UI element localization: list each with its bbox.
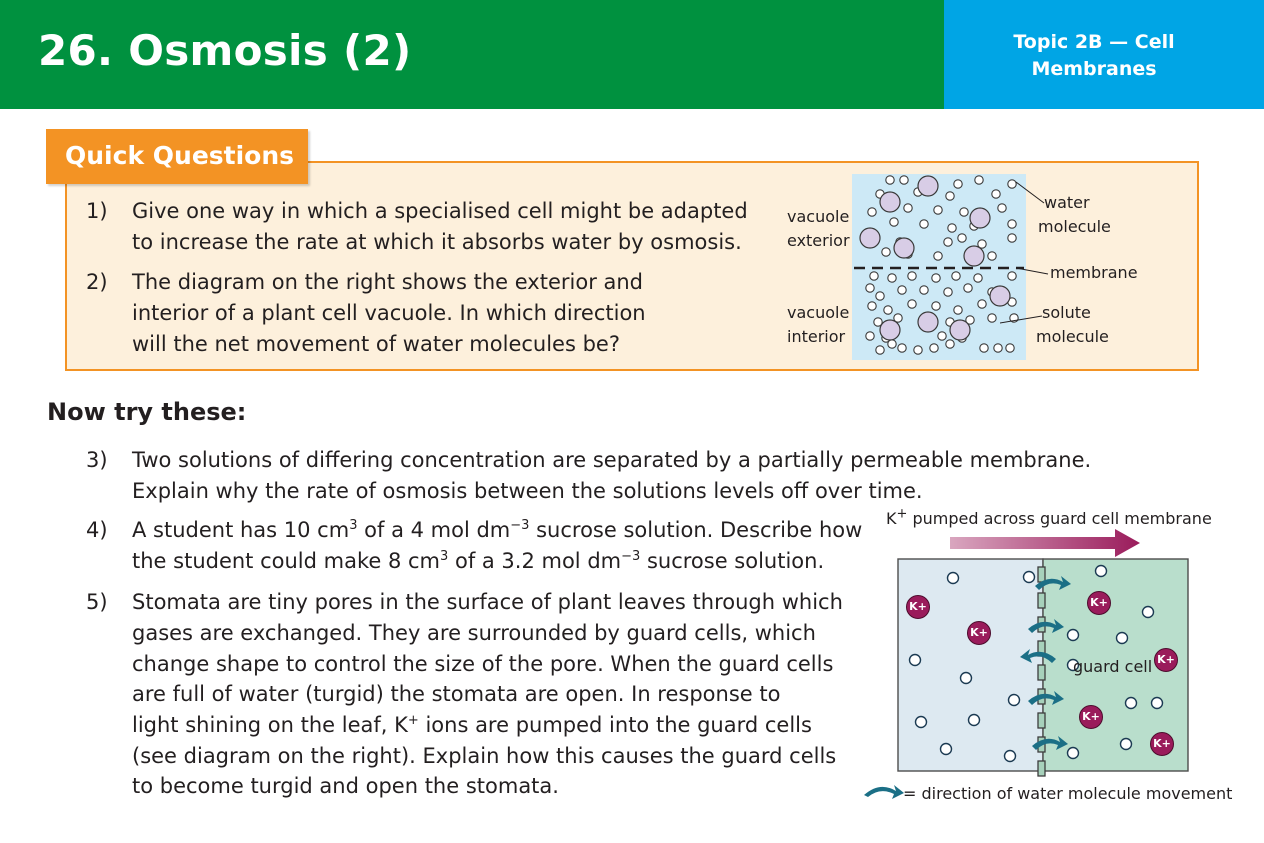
- water-molecule: [1068, 748, 1079, 759]
- q1-number: 1): [86, 199, 108, 223]
- water-molecule: [944, 288, 952, 296]
- k-ion: K+: [906, 595, 930, 619]
- label-vacuole-interior: vacuole interior: [787, 303, 850, 346]
- water-molecule: [944, 238, 952, 246]
- water-molecule: [1068, 630, 1079, 641]
- q1-line-1: Give one way in which a specialised cell might be adapted: [132, 199, 748, 223]
- label-water-molecule: water molecule: [1038, 193, 1111, 236]
- water-molecule: [941, 744, 952, 755]
- water-molecule: [994, 344, 1002, 352]
- q3-number: 3): [86, 448, 108, 472]
- water-molecule: [932, 302, 940, 310]
- k-ion: K+: [1087, 591, 1111, 615]
- now-try-heading: Now try these:: [47, 398, 247, 426]
- q5-line-3: change shape to control the size of the pore. When the guard cells: [132, 652, 834, 676]
- q3-line-2: Explain why the rate of osmosis between the solutions levels off over time.: [132, 479, 923, 503]
- water-molecule: [974, 274, 982, 282]
- water-molecule: [988, 314, 996, 322]
- water-molecule: [916, 717, 927, 728]
- water-molecule: [1024, 572, 1035, 583]
- q5-line-7: to become turgid and open the stomata.: [132, 774, 559, 798]
- solute-molecule: [880, 320, 900, 340]
- solute-molecule: [950, 320, 970, 340]
- water-molecule: [920, 220, 928, 228]
- water-molecule: [934, 206, 942, 214]
- k-ion: K+: [1150, 732, 1174, 756]
- water-molecule: [888, 274, 896, 282]
- membrane-segment: [1038, 567, 1045, 582]
- solute-molecule: [894, 238, 914, 258]
- water-molecule: [932, 274, 940, 282]
- water-molecule: [964, 284, 972, 292]
- water-molecule: [920, 286, 928, 294]
- water-molecule: [975, 176, 983, 184]
- water-molecule: [908, 272, 916, 280]
- label-guard-cell: guard cell: [1073, 657, 1153, 676]
- water-molecule: [992, 190, 1000, 198]
- water-molecule: [1126, 698, 1137, 709]
- q5-number: 5): [86, 590, 108, 614]
- water-molecule: [1121, 739, 1132, 750]
- water-molecule: [988, 252, 996, 260]
- q5-line-6: (see diagram on the right). Explain how this causes the guard cells: [132, 744, 837, 768]
- water-molecule: [958, 234, 966, 242]
- water-molecule: [948, 224, 956, 232]
- water-molecule: [886, 176, 894, 184]
- water-molecule: [954, 306, 962, 314]
- membrane-segment: [1038, 761, 1045, 776]
- water-molecule: [904, 204, 912, 212]
- water-molecule: [969, 715, 980, 726]
- q5-line-1: Stomata are tiny pores in the surface of plant leaves through which: [132, 590, 843, 614]
- water-molecule: [934, 252, 942, 260]
- topic-line-2: Membranes: [1031, 58, 1157, 80]
- water-molecule: [1005, 751, 1016, 762]
- water-molecule: [948, 573, 959, 584]
- q5-line-5: light shining on the leaf, K+ ions are pumped into the guard cells: [132, 713, 812, 737]
- water-molecule: [1096, 566, 1107, 577]
- q4-number: 4): [86, 518, 108, 542]
- q2-number: 2): [86, 270, 108, 294]
- label-vacuole-exterior: vacuole exterior: [787, 207, 850, 250]
- water-molecule: [876, 292, 884, 300]
- pump-arrow: [950, 529, 1140, 557]
- k-ion: K+: [1079, 705, 1103, 729]
- water-molecule: [1152, 698, 1163, 709]
- water-molecule: [1143, 607, 1154, 618]
- q3-line-1: Two solutions of differing concentration are separated by a partially permeable membrane.: [132, 448, 1092, 472]
- solute-molecule: [970, 208, 990, 228]
- water-molecule: [980, 344, 988, 352]
- water-molecule: [898, 344, 906, 352]
- label-solute-molecule: solute molecule: [1036, 303, 1109, 346]
- solute-molecule: [964, 246, 984, 266]
- water-molecule: [888, 340, 896, 348]
- water-molecule: [866, 284, 874, 292]
- q2-line-1: The diagram on the right shows the exterior and: [132, 270, 644, 294]
- water-molecule: [938, 332, 946, 340]
- label-membrane: membrane: [1050, 263, 1138, 282]
- solute-molecule: [880, 192, 900, 212]
- water-molecule: [946, 340, 954, 348]
- water-molecule: [1117, 633, 1128, 644]
- q5-line-4: are full of water (turgid) the stomata are open. In response to: [132, 682, 781, 706]
- q4-line-1: A student has 10 $cm^3$ of a 4 mol $dm^{-3}$ sucrose solution. Describe how: [132, 518, 863, 542]
- water-molecule: [914, 346, 922, 354]
- membrane-segment: [1038, 593, 1045, 608]
- water-molecule: [961, 673, 972, 684]
- q5-line-2: gases are exchanged. They are surrounded by guard cells, which: [132, 621, 816, 645]
- legend-text: = direction of water molecule movement: [903, 784, 1233, 803]
- water-molecule: [910, 655, 921, 666]
- pump-label: K+ pumped across guard cell membrane: [886, 506, 1212, 528]
- guard-cell-diagram: [860, 525, 1240, 810]
- topic-line-1: Topic 2B — Cell: [1013, 31, 1175, 53]
- water-molecule: [952, 272, 960, 280]
- q4-line-2: the student could make 8 $cm^3$ of a 3.2 mol $dm^{-3}$ sucrose solution.: [132, 549, 825, 573]
- water-molecule: [884, 306, 892, 314]
- water-molecule: [960, 208, 968, 216]
- water-molecule: [868, 302, 876, 310]
- water-molecule: [900, 176, 908, 184]
- solute-molecule: [918, 312, 938, 332]
- k-ion: K+: [967, 621, 991, 645]
- page-title: 26. Osmosis (2): [38, 26, 412, 75]
- solute-molecule: [860, 228, 880, 248]
- water-molecule: [882, 248, 890, 256]
- legend-arrow-icon: [864, 785, 904, 799]
- water-molecule: [868, 208, 876, 216]
- water-molecule: [954, 180, 962, 188]
- solute-molecule: [918, 176, 938, 196]
- water-molecule: [866, 332, 874, 340]
- topic-label: [944, 29, 1244, 83]
- water-molecule: [946, 192, 954, 200]
- k-ion: K+: [1154, 648, 1178, 672]
- q1-line-2: to increase the rate at which it absorbs water by osmosis.: [132, 230, 742, 254]
- water-molecule: [1009, 695, 1020, 706]
- membrane-segment: [1038, 665, 1045, 680]
- quick-questions-label: Quick Questions: [65, 141, 295, 170]
- water-molecule: [908, 300, 916, 308]
- water-molecule: [1006, 344, 1014, 352]
- water-molecule: [870, 272, 878, 280]
- water-molecule: [930, 344, 938, 352]
- water-molecule: [876, 346, 884, 354]
- water-molecule: [890, 218, 898, 226]
- q2-line-3: will the net movement of water molecules be?: [132, 332, 620, 356]
- water-molecule: [898, 286, 906, 294]
- water-molecule: [978, 300, 986, 308]
- membrane-segment: [1038, 713, 1045, 728]
- q2-line-2: interior of a plant cell vacuole. In which direction: [132, 301, 646, 325]
